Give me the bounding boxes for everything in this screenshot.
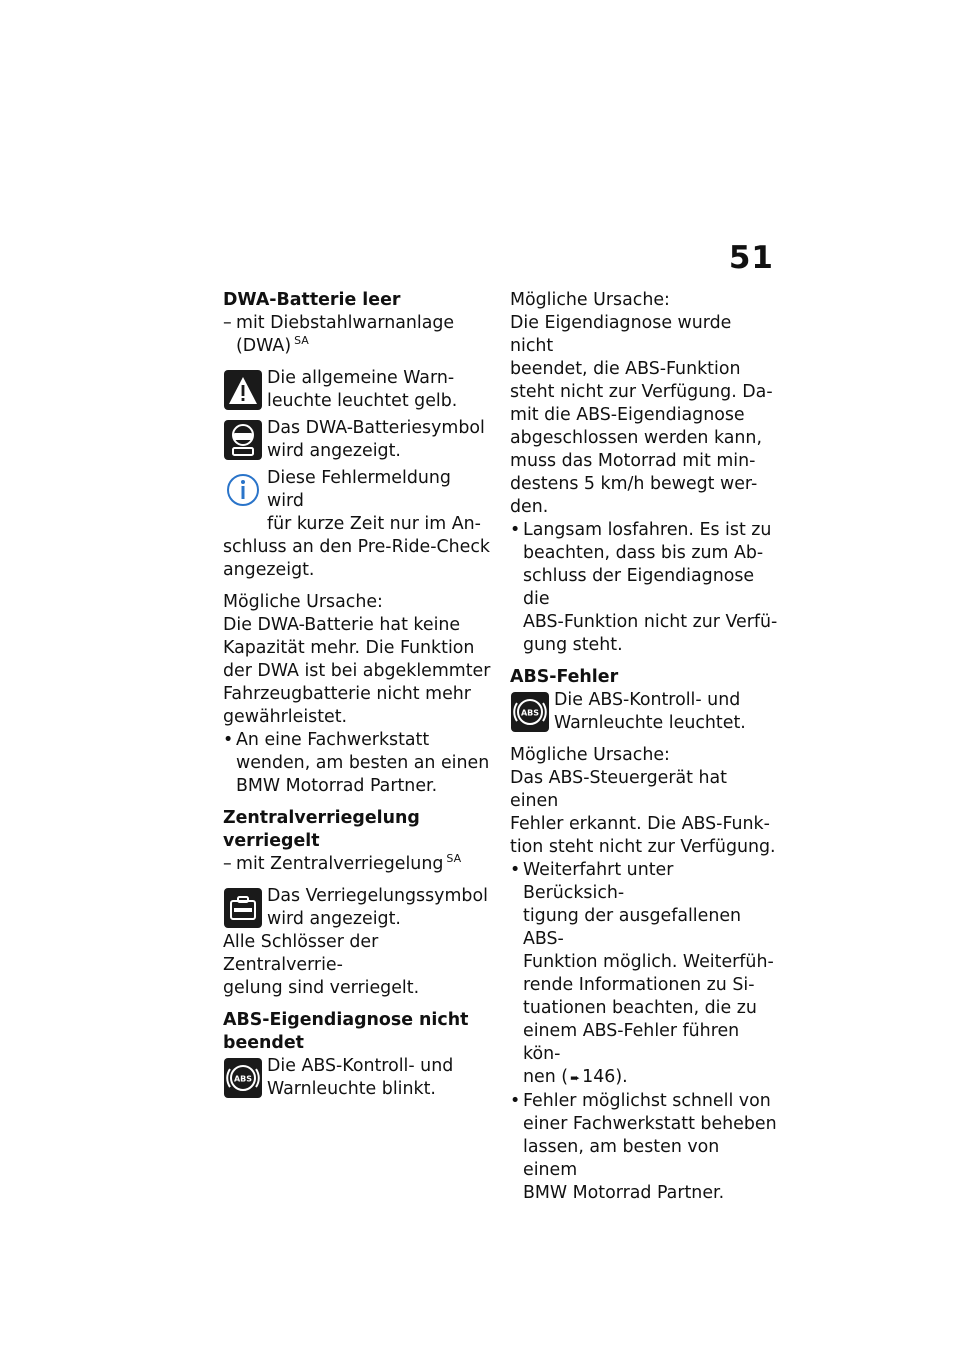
heading-abs-diagnosis — [223, 1009, 491, 1055]
sa-superscript: SA — [294, 334, 309, 348]
dwa-condition-line1: mit Diebstahlwarnanlage — [236, 313, 455, 333]
abs-diag-cause-line: muss das Motorrad mit min- — [510, 451, 756, 471]
central-lock-icon — [224, 888, 262, 928]
warning-light-row — [223, 367, 491, 413]
lock-symbol-row — [223, 885, 491, 931]
dwa-cause-line: Fahrzeugbatterie nicht mehr — [223, 684, 471, 704]
dwa-action-line: An eine Fachwerkstatt — [236, 730, 430, 750]
zv-condition-line — [236, 853, 491, 876]
dwa-cause-line: Die DWA-Batterie hat keine — [223, 615, 461, 635]
abs-diag-cause-line: steht nicht zur Verfügung. Da- — [510, 382, 773, 402]
dwa-cause-label: Mögliche Ursache: — [223, 592, 383, 612]
info-icon — [224, 470, 262, 510]
abs-fault-action1-line: Weiterfahrt unter Berücksich- — [523, 860, 674, 903]
dwa-condition-line2 — [236, 335, 491, 358]
abs-fault-row — [510, 689, 778, 735]
abs-diag-cause-line: Die Eigendiagnose wurde nicht — [510, 313, 732, 356]
abs-diag-cause-line: destens 5 km/h bewegt wer- — [510, 474, 758, 494]
right-column — [510, 289, 778, 1205]
dwa-action-line: BMW Motorrad Partner. — [236, 776, 438, 796]
sa-superscript: SA — [446, 852, 462, 866]
dwa-condition-text: (DWA) — [236, 336, 292, 356]
lock-line1: Das Verriegelungssymbol — [267, 886, 488, 906]
abs-diag-action-line: ABS-Funktion nicht zur Verfü- — [523, 612, 778, 632]
abs-icon — [224, 1058, 262, 1098]
info-line3: schluss an den Pre-Ride-Check — [223, 537, 490, 557]
warning-line2: leuchte leuchtet gelb. — [267, 391, 458, 411]
dwa-battery-icon — [224, 420, 262, 460]
abs-fault-action2-line: einer Fachwerkstatt beheben — [523, 1114, 777, 1134]
abs-fault-action2 — [510, 1090, 778, 1205]
warning-line1: Die allgemeine Warn- — [267, 368, 455, 388]
dash-marker: – — [223, 854, 232, 874]
dwa-condition — [223, 312, 491, 358]
abs-fault-action2-line: Fehler möglichst schnell von — [523, 1091, 771, 1111]
bullet-marker: • — [223, 730, 234, 750]
abs-blink-line1: Die ABS-Kontroll- und — [267, 1056, 454, 1076]
battery-symbol-row — [223, 417, 491, 463]
abs-fault-cause-line: Fehler erkannt. Die ABS-Funk- — [510, 814, 770, 834]
info-row — [223, 467, 491, 536]
abs-fault-line2: Warnleuchte leuchtet. — [554, 713, 746, 733]
dwa-action — [223, 729, 491, 798]
heading-abs-diagnosis-line1: ABS-Eigendiagnose nicht — [223, 1010, 469, 1030]
abs-fault-cause-line: tion steht nicht zur Verfügung. — [510, 837, 776, 857]
abs-diag-cause-line: mit die ABS-Eigendiagnose — [510, 405, 745, 425]
lock-line2: wird angezeigt. — [267, 909, 401, 929]
abs-diag-cause-line: den. — [510, 497, 549, 517]
abs-diag-action — [510, 519, 778, 657]
left-column — [223, 289, 491, 1101]
zv-condition — [223, 853, 491, 876]
page-number: 51 — [728, 240, 774, 276]
zv-condition-text: mit Zentralverriegelung — [236, 854, 444, 874]
abs-fault-line1: Die ABS-Kontroll- und — [554, 690, 741, 710]
abs-fault-cause-label: Mögliche Ursache: — [510, 745, 670, 765]
dwa-cause-line: gewährleistet. — [223, 707, 348, 727]
zv-note-line1: Alle Schlösser der Zentralverrie- — [223, 932, 379, 975]
abs-diag-cause-label: Mögliche Ursache: — [510, 290, 670, 310]
abs-fault-ref-prefix: nen ( — [523, 1067, 569, 1087]
abs-fault-cause-line: Das ABS-Steuergerät hat einen — [510, 768, 727, 811]
battery-line2: wird angezeigt. — [267, 441, 401, 461]
battery-line1: Das DWA-Batteriesymbol — [267, 418, 485, 438]
bullet-marker: • — [510, 860, 521, 880]
abs-fault-action1-line: tuationen beachten, die zu — [523, 998, 757, 1018]
abs-diag-cause-line: beendet, die ABS-Funktion — [510, 359, 741, 379]
abs-fault-action2-line: BMW Motorrad Partner. — [523, 1183, 725, 1203]
abs-fault-action1-line: einem ABS-Fehler führen kön- — [523, 1021, 740, 1064]
svg-text:ABS: ABS — [520, 708, 540, 718]
info-line2: für kurze Zeit nur im An- — [267, 514, 481, 534]
warning-triangle-icon — [224, 370, 262, 410]
abs-diag-action-line: beachten, dass bis zum Ab- — [523, 543, 764, 563]
dwa-action-line: wenden, am besten an einen — [236, 753, 490, 773]
heading-abs-fault: ABS-Fehler — [510, 667, 619, 687]
page-reference-link[interactable]: 146). — [582, 1067, 628, 1087]
bullet-marker: • — [510, 520, 521, 540]
page-reference-arrow-icon: ➨ — [570, 1071, 581, 1085]
abs-fault-action2-line: lassen, am besten von einem — [523, 1137, 720, 1180]
info-line4: angezeigt. — [223, 560, 315, 580]
dwa-cause-line: der DWA ist bei abgeklemmter — [223, 661, 491, 681]
abs-icon — [511, 692, 549, 732]
abs-diag-action-line: Langsam losfahren. Es ist zu — [523, 520, 772, 540]
abs-diag-action-line: schluss der Eigendiagnose die — [523, 566, 755, 609]
abs-diag-action-line: gung steht. — [523, 635, 623, 655]
heading-abs-diagnosis-line2: beendet — [223, 1033, 304, 1053]
info-line1: Diese Fehlermeldung wird — [267, 468, 451, 511]
abs-fault-action1-line: Funktion möglich. Weiterfüh- — [523, 952, 774, 972]
heading-dwa-battery: DWA-Batterie leer — [223, 290, 401, 310]
abs-blink-line2: Warnleuchte blinkt. — [267, 1079, 436, 1099]
abs-fault-action1-line: rende Informationen zu Si- — [523, 975, 755, 995]
dash-marker: – — [223, 313, 232, 333]
heading-central-lock: Zentralverriegelung verriegelt — [223, 808, 420, 851]
zv-note-line2: gelung sind verriegelt. — [223, 978, 420, 998]
abs-fault-action1-last — [523, 1066, 778, 1090]
abs-fault-action1-line: tigung der ausgefallenen ABS- — [523, 906, 742, 949]
bullet-marker: • — [510, 1091, 521, 1111]
abs-fault-action1 — [510, 859, 778, 1090]
abs-blink-row — [223, 1055, 491, 1101]
svg-text:ABS: ABS — [233, 1074, 253, 1084]
abs-diag-cause-line: abgeschlossen werden kann, — [510, 428, 762, 448]
dwa-cause-line: Kapazität mehr. Die Funktion — [223, 638, 475, 658]
